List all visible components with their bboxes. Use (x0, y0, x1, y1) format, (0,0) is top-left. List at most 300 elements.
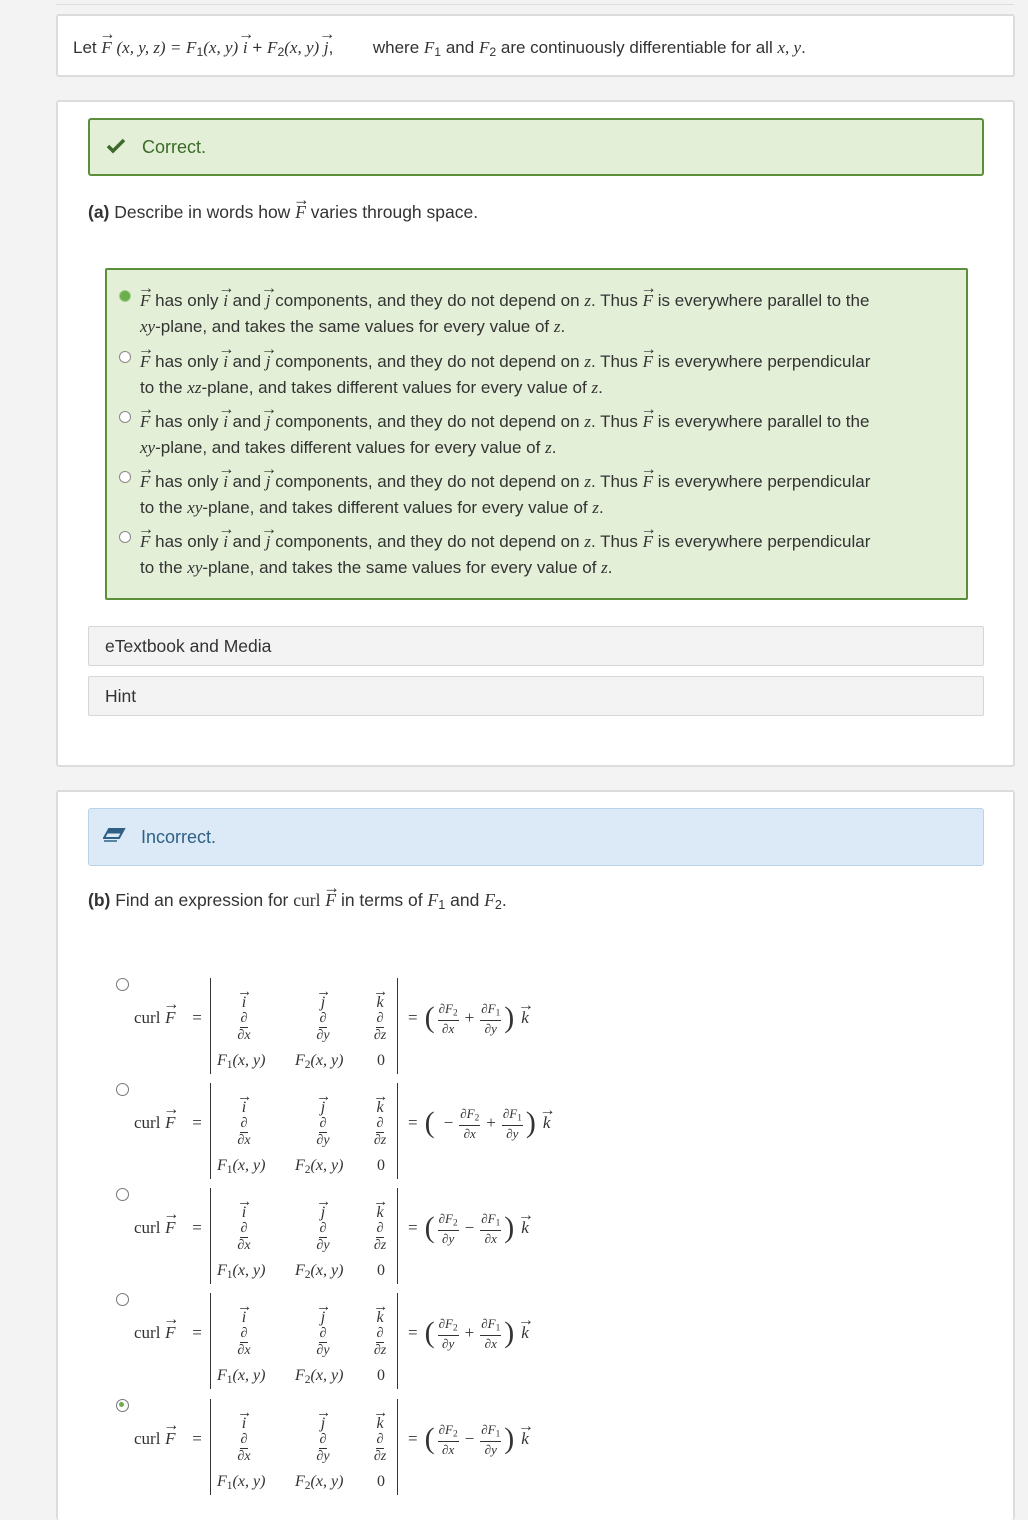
denominator-2: ∂y (506, 1125, 519, 1141)
equals-sign: = (408, 1323, 418, 1343)
determinant-matrix (210, 978, 398, 1074)
vector-f: → F (295, 202, 306, 223)
hint-label: Hint (105, 685, 137, 706)
f1-sub: 1 (226, 1373, 233, 1386)
partial-dy: ∂y (316, 1449, 330, 1464)
curl-result (408, 1423, 529, 1456)
problem-statement (73, 38, 806, 59)
partial-dx: ∂x (237, 1343, 251, 1358)
var-z: z (601, 558, 608, 577)
unit-i: → i (242, 994, 246, 1012)
choice-thus: . Thus (590, 352, 638, 371)
partial-dz: ∂z (373, 1028, 387, 1043)
part-a-choices (105, 268, 968, 600)
unit-j: → j (266, 409, 271, 435)
f1-args: (x, y) (203, 38, 239, 57)
curl-result (408, 1212, 529, 1245)
var-z: z (584, 472, 591, 491)
numerator-1-sub: 2 (452, 1429, 458, 1440)
numerator-2: ∂F (481, 1316, 496, 1331)
unit-k: → k (376, 1204, 383, 1222)
zero-entry: 0 (377, 1473, 385, 1490)
f2-args: (x, y) (310, 1262, 344, 1279)
f2-args: (x, y) (310, 1157, 344, 1174)
operator: + (486, 1113, 496, 1133)
numerator-1: ∂F (438, 1316, 453, 1331)
left-paren: ( (424, 1106, 435, 1140)
var-z: z (592, 498, 599, 517)
unit-j: → j (266, 288, 271, 314)
numerator-2: ∂F (502, 1106, 518, 1121)
unit-i: → i (242, 1415, 246, 1433)
unit-k: → k (376, 1099, 383, 1117)
curl-word: curl (293, 890, 321, 910)
top-divider (56, 4, 1014, 5)
curl-option-1[interactable] (58, 978, 958, 1083)
operator: − (464, 1218, 475, 1238)
curl-option-5[interactable] (58, 1399, 958, 1504)
period: . (551, 438, 557, 457)
vector-f: → F (643, 529, 653, 555)
vector-f: → F (140, 349, 150, 375)
choice-mid: components, and they do not depend on (275, 472, 580, 491)
denominator-1: ∂x (442, 1020, 455, 1036)
choice-text: has only (155, 472, 219, 491)
numerator-1: ∂F (438, 1001, 453, 1016)
numerator-1: ∂F (438, 1211, 453, 1226)
operator: + (464, 1008, 475, 1028)
unit-i: → i (242, 1309, 246, 1327)
plane-pre: to the (140, 378, 183, 397)
f2-sub: 2 (304, 1373, 311, 1386)
unit-k: → k (521, 1218, 529, 1238)
choice-text: has only (155, 532, 219, 551)
numerator-2-sub: 1 (517, 1113, 522, 1124)
right-paren: ) (504, 1422, 515, 1456)
equals-sign: = (408, 1429, 418, 1449)
f2-symbol: F (267, 38, 278, 57)
unit-i: → i (223, 529, 228, 555)
partial-num: ∂ (319, 1116, 327, 1131)
radio-selected[interactable] (119, 290, 131, 302)
f1-args: (x, y) (232, 1367, 266, 1384)
choice-and: and (232, 472, 262, 491)
vector-f: → F (101, 38, 111, 58)
choice-post: is everywhere parallel to the (657, 291, 870, 310)
correct-status: Correct. (142, 136, 207, 157)
radio-button[interactable] (119, 531, 131, 543)
unit-i: → i (223, 288, 228, 314)
denominator-1: ∂x (463, 1125, 476, 1141)
part-b-question (88, 890, 507, 912)
period: . (801, 38, 806, 57)
vector-f: → F (165, 1429, 175, 1449)
comma: , (328, 38, 334, 57)
right-paren: ) (504, 1316, 515, 1350)
vector-f: → F (643, 288, 653, 314)
curl-option-3[interactable] (58, 1188, 958, 1293)
plane-name: xz (187, 378, 202, 397)
partial-num: ∂ (376, 1432, 384, 1447)
radio-button[interactable] (116, 1188, 129, 1201)
period: . (598, 498, 604, 517)
part-a-question (88, 202, 478, 223)
choice-tail: -plane, and takes the same values for every value of (202, 558, 597, 577)
f1-symbol: F (217, 1157, 227, 1174)
plane-pre: to the (140, 498, 183, 517)
partial-num: ∂ (376, 1326, 384, 1341)
numerator-1-sub: 2 (452, 1008, 458, 1019)
f2-sub: 2 (304, 1479, 311, 1492)
unit-j: → j (321, 1309, 325, 1327)
vector-f: → F (140, 529, 150, 555)
unit-k: → k (521, 1323, 529, 1343)
unit-k: → k (376, 1309, 383, 1327)
partial-dy: ∂y (316, 1133, 330, 1148)
check-icon (90, 134, 142, 160)
radio-button[interactable] (119, 411, 131, 423)
f2-sub: 2 (304, 1163, 311, 1176)
var-z: z (591, 378, 599, 397)
f2-sub: 2 (494, 898, 502, 913)
radio-selected[interactable] (116, 1399, 129, 1412)
denominator-2: ∂x (484, 1230, 497, 1246)
equals-sign: = (408, 1008, 418, 1028)
curl-result (408, 1317, 529, 1350)
let-word: Let (73, 38, 97, 57)
f2-symbol: F (295, 1262, 305, 1279)
curl-option-2[interactable] (58, 1083, 958, 1188)
f1-symbol: F (427, 890, 439, 910)
equals-sign: = (192, 1429, 202, 1448)
curl-lhs (134, 1113, 202, 1133)
partial-dx: ∂x (237, 1028, 251, 1043)
unit-j: → j (321, 1204, 325, 1222)
part-a-label: (a) (88, 202, 110, 222)
numerator-1-sub: 2 (452, 1323, 458, 1334)
denominator-2: ∂y (484, 1441, 497, 1457)
choice-text: has only (155, 412, 219, 431)
numerator-2-sub: 1 (495, 1008, 501, 1019)
choice-thus: . Thus (590, 291, 638, 310)
period: . (501, 890, 507, 910)
curl-lhs (134, 1008, 202, 1028)
left-paren: ( (424, 1211, 435, 1245)
determinant-matrix (210, 1083, 398, 1179)
numerator-1-sub: 2 (452, 1218, 458, 1229)
part-a-card (56, 100, 1015, 767)
part-b-label: (b) (88, 890, 111, 910)
right-paren: ) (504, 1211, 515, 1245)
f1-sub: 1 (226, 1058, 233, 1071)
determinant-matrix (210, 1293, 398, 1389)
plane-name: xy (187, 558, 203, 577)
curl-lhs (134, 1429, 202, 1449)
unit-j: → j (266, 349, 271, 375)
unit-j: → j (321, 994, 325, 1012)
etextbook-label: eTextbook and Media (105, 635, 272, 656)
curl-label: curl (134, 1008, 161, 1027)
question-mid: in terms of (340, 890, 423, 910)
f2-symbol: F (295, 1052, 305, 1069)
f2-sub: 2 (304, 1058, 311, 1071)
partial-dx: ∂x (237, 1449, 251, 1464)
radio-button[interactable] (116, 978, 129, 991)
question-pre: Find an expression for (115, 890, 289, 910)
unit-i: → i (223, 469, 228, 495)
choice-thus: . Thus (590, 532, 638, 551)
f-args: (x, y, z) = (116, 38, 182, 57)
plane-name: xy (140, 438, 156, 457)
question-pre: Describe in words how (114, 202, 291, 222)
part-b-card (56, 790, 1015, 1520)
f2-args: (x, y) (310, 1473, 344, 1490)
choice-tail: -plane, and takes the same values for every value of (155, 317, 550, 336)
choice-post: is everywhere parallel to the (657, 412, 870, 431)
vector-f: → F (325, 890, 336, 911)
partial-num: ∂ (376, 1116, 384, 1131)
etextbook-media-button[interactable] (88, 626, 984, 666)
unit-j: → j (321, 1415, 325, 1433)
denominator-2: ∂x (484, 1335, 497, 1351)
partial-dy: ∂y (316, 1028, 330, 1043)
partial-dy: ∂y (316, 1238, 330, 1253)
f2-sub: 2 (304, 1268, 311, 1281)
and-word: and (445, 38, 475, 57)
partial-dz: ∂z (373, 1449, 387, 1464)
denominator-1: ∂x (442, 1441, 455, 1457)
curl-option-4[interactable] (58, 1293, 958, 1398)
partial-dx: ∂x (237, 1133, 251, 1148)
partial-dz: ∂z (373, 1343, 387, 1358)
var-z: z (553, 317, 561, 336)
curl-lhs (134, 1218, 202, 1238)
f2-symbol: F (295, 1473, 305, 1490)
determinant-matrix (210, 1399, 398, 1495)
plane-name: xy (140, 317, 156, 336)
numerator-1-sub: 2 (474, 1113, 480, 1124)
partial-num: ∂ (240, 1116, 248, 1131)
equals-sign: = (408, 1218, 418, 1238)
partial-num: ∂ (240, 1432, 248, 1447)
var-z: z (584, 291, 591, 310)
radio-button[interactable] (116, 1293, 129, 1306)
choice-and: and (232, 291, 262, 310)
choice-tail: -plane, and takes different values for every value of (155, 438, 541, 457)
equals-sign: = (192, 1218, 202, 1237)
choice-and: and (232, 532, 262, 551)
right-paren: ) (525, 1106, 536, 1140)
unit-j: → j (324, 38, 329, 58)
where-word: where (372, 38, 420, 57)
numerator-2: ∂F (481, 1001, 496, 1016)
choice-text: has only (155, 291, 219, 310)
partial-dz: ∂z (373, 1133, 387, 1148)
partial-dz: ∂z (373, 1238, 387, 1253)
equals-sign: = (192, 1113, 202, 1132)
vector-f: → F (165, 1218, 175, 1238)
partial-dx: ∂x (237, 1238, 251, 1253)
denominator-2: ∂y (484, 1020, 497, 1036)
unit-k: → k (521, 1429, 529, 1449)
partial-num: ∂ (319, 1432, 327, 1447)
numerator-1: ∂F (460, 1106, 475, 1121)
radio-button[interactable] (119, 351, 131, 363)
denominator-1: ∂y (442, 1230, 455, 1246)
unit-j: → j (266, 469, 271, 495)
curl-result (408, 1002, 529, 1035)
f1-symbol: F (217, 1262, 227, 1279)
choice-text: has only (155, 352, 219, 371)
vector-f: → F (643, 349, 653, 375)
partial-num: ∂ (240, 1326, 248, 1341)
problem-statement-card (56, 14, 1015, 77)
var-z: z (584, 352, 591, 371)
correct-banner (88, 118, 984, 176)
partial-num: ∂ (376, 1011, 384, 1026)
unit-k: → k (521, 1008, 529, 1028)
vector-f: → F (140, 409, 150, 435)
left-paren: ( (424, 1422, 435, 1456)
unit-i: → i (243, 38, 248, 58)
numerator-2-sub: 1 (495, 1429, 501, 1440)
radio-button[interactable] (116, 1083, 129, 1096)
vector-f: → F (140, 469, 150, 495)
choice-mid: components, and they do not depend on (275, 352, 580, 371)
var-z: z (545, 438, 552, 457)
unit-j: → j (321, 1099, 325, 1117)
f2-sub: 2 (277, 45, 285, 60)
right-paren: ) (504, 1001, 515, 1035)
partial-num: ∂ (319, 1221, 327, 1236)
unit-i: → i (223, 349, 228, 375)
choice-post: is everywhere perpendicular (657, 532, 871, 551)
where-f1-sub: 1 (434, 45, 442, 60)
left-paren: ( (424, 1001, 435, 1035)
choice-mid: components, and they do not depend on (275, 291, 580, 310)
choice-tail: -plane, and takes different values for every value of (202, 498, 588, 517)
hint-button[interactable] (88, 676, 984, 716)
period: . (607, 558, 613, 577)
curl-label: curl (134, 1429, 161, 1448)
f1-symbol: F (217, 1367, 227, 1384)
operator: − (464, 1429, 475, 1449)
curl-label: curl (134, 1218, 161, 1237)
vector-f: → F (165, 1008, 175, 1028)
partial-num: ∂ (240, 1011, 248, 1026)
period: . (598, 378, 603, 397)
partial-dy: ∂y (316, 1343, 330, 1358)
choice-post: is everywhere perpendicular (657, 472, 871, 491)
partial-num: ∂ (319, 1011, 327, 1026)
choice-thus: . Thus (590, 412, 638, 431)
f2-args: (x, y) (310, 1367, 344, 1384)
numerator-2: ∂F (481, 1211, 496, 1226)
f2-args: (x, y) (310, 1052, 344, 1069)
f2-symbol: F (484, 890, 495, 910)
unit-j: → j (266, 529, 271, 555)
left-paren: ( (424, 1316, 435, 1350)
partial-num: ∂ (376, 1221, 384, 1236)
vector-f: → F (643, 409, 653, 435)
curl-label: curl (134, 1323, 161, 1342)
where-f1: F (423, 38, 435, 57)
numerator-2-sub: 1 (495, 1218, 501, 1229)
and-word: and (450, 890, 480, 910)
f1-symbol: F (217, 1052, 227, 1069)
choice-tail: -plane, and takes different values for every value of (201, 378, 587, 397)
f1-sub: 1 (226, 1163, 233, 1176)
f1-sub: 1 (438, 898, 446, 913)
choice-mid: components, and they do not depend on (275, 532, 580, 551)
zero-entry: 0 (377, 1262, 385, 1279)
incorrect-banner (88, 808, 984, 866)
zero-entry: 0 (377, 1052, 385, 1069)
where-f2: F (478, 38, 490, 57)
denominator-1: ∂y (442, 1335, 455, 1351)
radio-button[interactable] (119, 471, 131, 483)
unit-i: → i (242, 1099, 246, 1117)
choice-thus: . Thus (590, 472, 638, 491)
determinant-matrix (210, 1188, 398, 1284)
curl-result (408, 1107, 550, 1140)
f1-sub: 1 (226, 1268, 233, 1281)
plane-pre: to the (140, 558, 183, 577)
numerator-2-sub: 1 (495, 1323, 501, 1334)
numerator-2: ∂F (481, 1422, 496, 1437)
operator: + (464, 1323, 475, 1343)
curl-label: curl (134, 1113, 161, 1132)
unit-k: → k (543, 1113, 551, 1133)
equals-sign: = (192, 1008, 202, 1027)
f2-symbol: F (295, 1157, 305, 1174)
var-z: z (584, 412, 591, 431)
partial-num: ∂ (240, 1221, 248, 1236)
partial-num: ∂ (319, 1326, 327, 1341)
curl-lhs (134, 1323, 202, 1343)
numerator-1: ∂F (438, 1422, 453, 1437)
f2-args: (x, y) (284, 38, 320, 57)
choice-post: is everywhere perpendicular (657, 352, 871, 371)
equals-sign: = (192, 1323, 202, 1342)
unit-k: → k (376, 1415, 383, 1433)
f1-sub: 1 (226, 1479, 233, 1492)
plus-sign: + (252, 38, 263, 57)
xy-vars: x, y (777, 38, 802, 57)
question-post: varies through space. (310, 202, 479, 222)
zero-entry: 0 (377, 1367, 385, 1384)
vector-f: → F (165, 1113, 175, 1133)
choice-and: and (232, 352, 262, 371)
sign: − (443, 1113, 454, 1133)
eraser-icon (89, 824, 141, 850)
var-z: z (584, 532, 591, 551)
continuity-text: are continuously differentiable for all (500, 38, 773, 57)
f1-args: (x, y) (232, 1262, 266, 1279)
vector-f: → F (643, 469, 653, 495)
f1-symbol: F (186, 38, 197, 57)
f1-args: (x, y) (232, 1052, 266, 1069)
vector-f: → F (165, 1323, 175, 1343)
unit-i: → i (223, 409, 228, 435)
period: . (560, 317, 566, 336)
plane-name: xy (187, 498, 203, 517)
unit-k: → k (376, 994, 383, 1012)
equals-sign: = (408, 1113, 418, 1133)
vector-f: → F (140, 288, 150, 314)
f2-symbol: F (295, 1367, 305, 1384)
f1-sub: 1 (196, 45, 204, 60)
